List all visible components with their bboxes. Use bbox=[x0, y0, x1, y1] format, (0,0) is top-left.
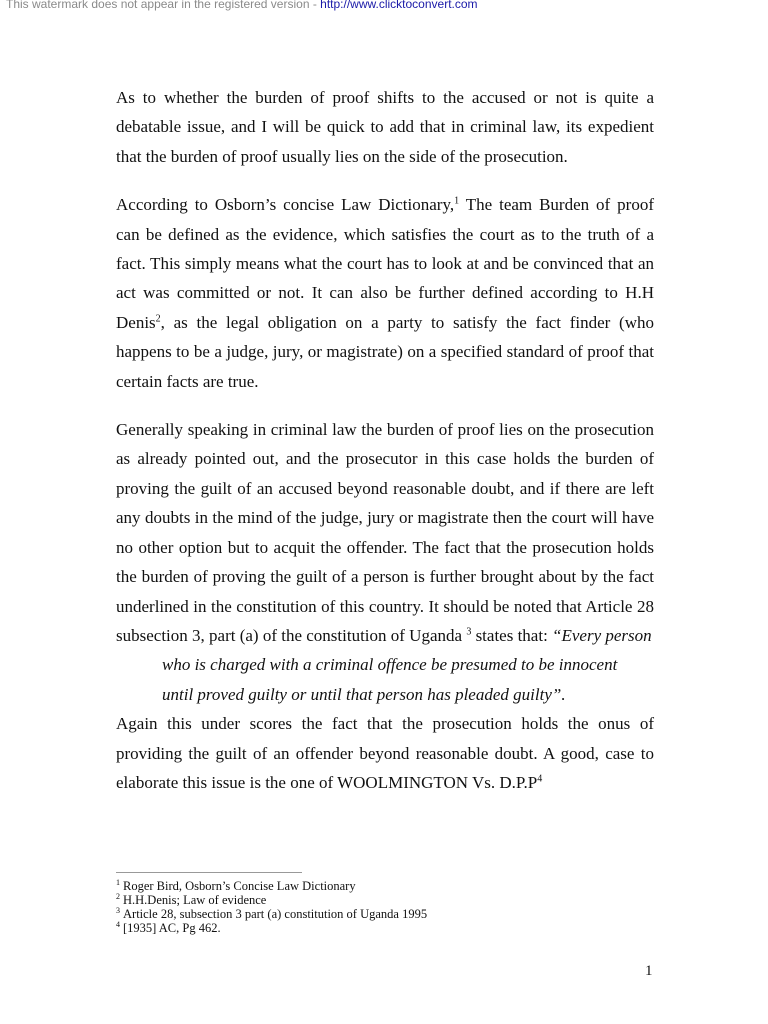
footnote-3: $^3$ Article 28, subsection 3 part (a) constitution of Uganda 1995 bbox=[116, 905, 428, 921]
paragraph-4: Again this under scores the fact that the prosecution holds the onus of providing the guilt of an offender beyond reasonable doubt. A good, case to elaborate this issue is the one of WOOLMINGTON Vs. $D.P.P^4$ bbox=[116, 714, 654, 792]
footnotes bbox=[116, 879, 636, 935]
footnote-4: $^4$ [1935] AC, Pg 462. bbox=[116, 919, 221, 935]
quote-start: “Every person bbox=[552, 625, 652, 645]
paragraph-3: Generally speaking in criminal law the burden of proof lies on the prosecution as already pointed out, and the prosecutor in this case holds the burden of proving the guilt of an accused beyond reasonable doubt, and if there are left any doubts in the mind of the judge, jury or magistrate then the court will have no other option but to acquit the offender. The fact that the prosecution holds the burden of proving the guilt of a person is further brought about by the fact underlined in the constitution of this country. It should be noted that Article 28 subsection 3, part (a) of the constitution of Uganda $^3$ states that: “Every person who is charged with a criminal offence be presumed to be innocent until proved guilty or until that person has pleaded guilty”. bbox=[116, 415, 654, 709]
watermark-text: This watermark does not appear in the registered version - bbox=[6, 0, 321, 11]
document-body bbox=[116, 83, 654, 797]
footnote-ref-1[interactable]: 1 bbox=[454, 195, 460, 207]
footnote-ref-2[interactable]: 2 bbox=[155, 313, 161, 325]
footnote-1: $^1$ Roger Bird, Osborn’s Concise Law Dictionary bbox=[116, 877, 356, 893]
quote-line-2: who is charged with a criminal offence be presumed to be innocent bbox=[162, 655, 618, 675]
paragraph-2: According to Osborn’s concise Law Dictionary,$^1$ The team Burden of proof can be defined as the evidence, which satisfies the court as to the truth of a fact. This simply means what the court has to look at and be convinced that an act was committed or not. It can also be further defined according to H.H Denis$^2$, as the legal obligation on a party to satisfy the fact finder (who happens to be a judge, jury, or magistrate) on a specified standard of proof that certain facts are true. bbox=[116, 195, 654, 391]
footnote-ref-4[interactable]: 4 bbox=[537, 773, 543, 785]
watermark-banner bbox=[6, 0, 478, 11]
watermark-link[interactable]: http://www.clicktoconvert.com bbox=[320, 0, 478, 11]
footnote-divider bbox=[116, 872, 302, 873]
footnote-ref-3[interactable]: 3 bbox=[466, 626, 472, 638]
paragraph-1: As to whether the burden of proof shifts to the accused or not is quite a debatable issue, and I will be quick to add that in criminal law, its expedient that the burden of proof usually lies on the side of the prosecution. bbox=[116, 88, 654, 166]
quote-line-3: until proved guilty or until that person has pleaded guilty”. bbox=[162, 684, 566, 704]
footnote-2: $^2$ H.H.Denis; Law of evidence bbox=[116, 891, 267, 907]
page-number: 1 bbox=[645, 963, 653, 979]
